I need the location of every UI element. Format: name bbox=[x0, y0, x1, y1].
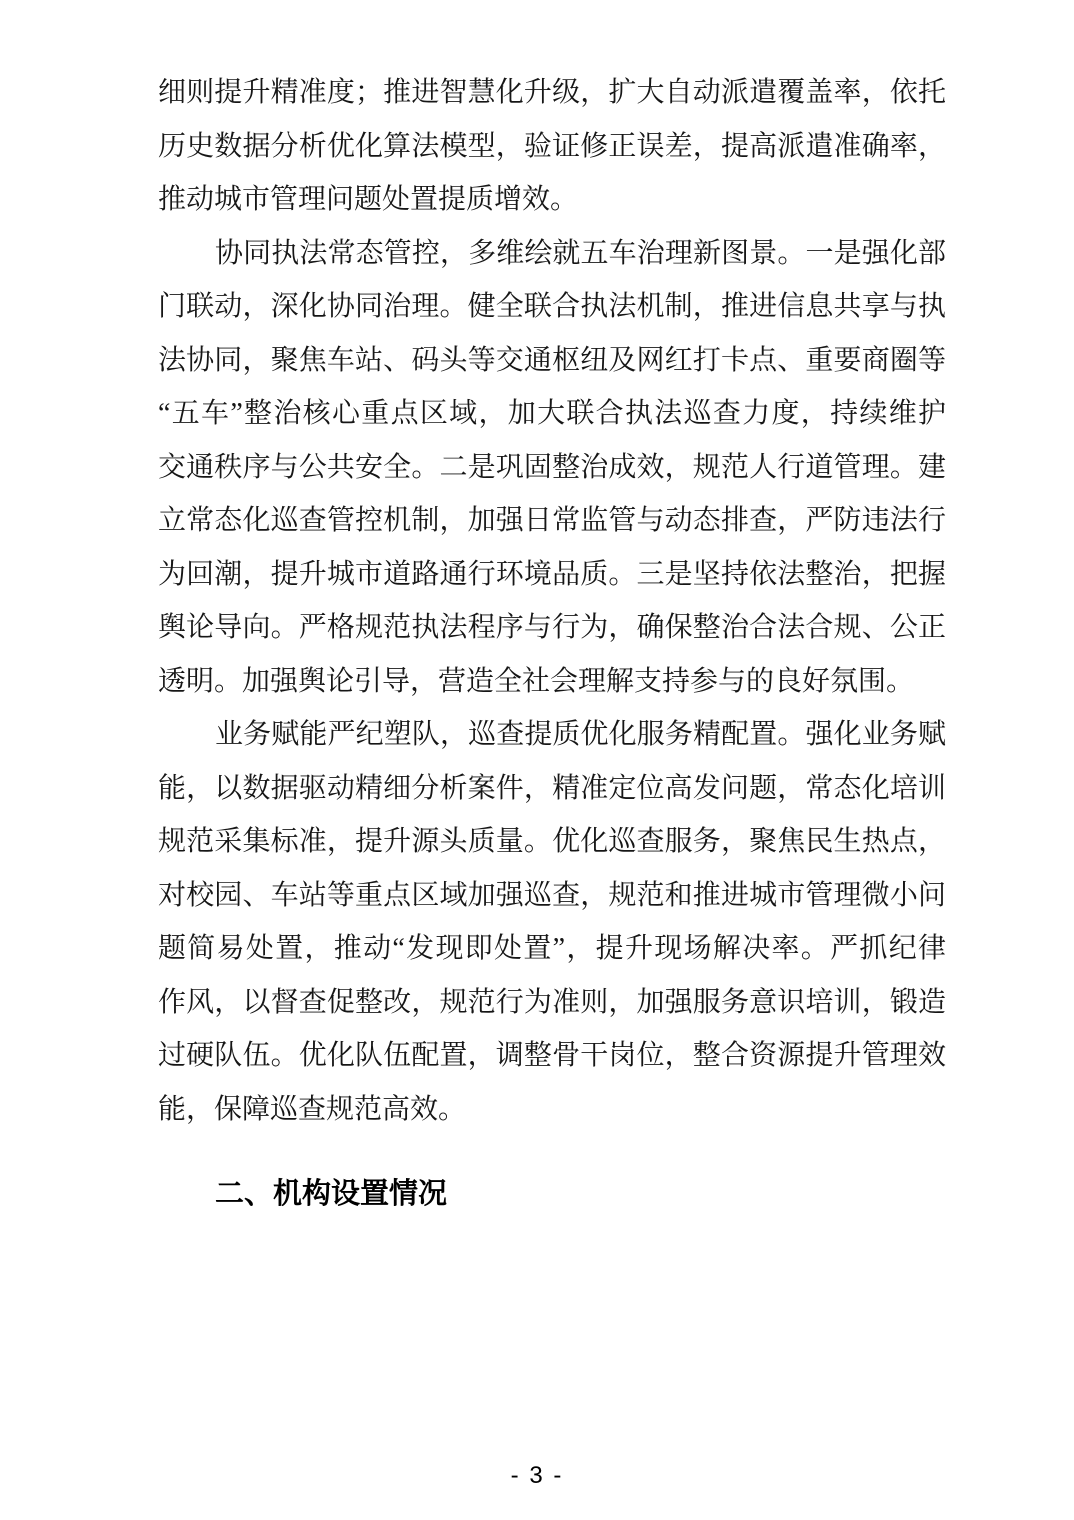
body-line: 细则提升精准度；推进智慧化升级，扩大自动派遣覆盖率，依托 bbox=[158, 77, 946, 108]
body-line: 协同执法常态管控，多维绘就五车治理新图景。一是强化部 bbox=[215, 237, 946, 269]
body-text bbox=[158, 66, 946, 1221]
body-line: 业务赋能严纪塑队，巡查提质优化服务精配置。强化业务赋 bbox=[215, 719, 946, 750]
body-line: 透明。加强舆论引导，营造全社会理解支持参与的良好氛围。 bbox=[158, 665, 915, 697]
body-line: 舆论导向。严格规范执法程序与行为，确保整治合法合规、公正 bbox=[158, 612, 946, 643]
body-line: 能，保障巡查规范高效。 bbox=[158, 1093, 467, 1125]
section-heading: 二、机构设置情况 bbox=[215, 1178, 448, 1210]
body-line: 交通秩序与公共安全。二是巩固整治成效，规范人行道管理。建 bbox=[158, 451, 946, 483]
body-line: 对校园、车站等重点区域加强巡查，规范和推进城市管理微小问 bbox=[158, 879, 946, 911]
body-line: 法协同，聚焦车站、码头等交通枢纽及网红打卡点、重要商圈等 bbox=[158, 344, 946, 376]
body-line: 过硬队伍。优化队伍配置，调整骨干岗位，整合资源提升管理效 bbox=[158, 1040, 946, 1071]
body-line: 门联动，深化协同治理。健全联合执法机制，推进信息共享与执 bbox=[158, 291, 946, 322]
body-line: 能，以数据驱动精细分析案件，精准定位高发问题，常态化培训 bbox=[158, 772, 946, 804]
body-line: 推动城市管理问题处置提质增效。 bbox=[158, 184, 579, 215]
body-line: 立常态化巡查管控机制，加强日常监管与动态排查，严防违法行 bbox=[158, 505, 946, 536]
page-number: - 3 - bbox=[510, 1462, 564, 1489]
body-line: 题简易处置，推动“发现即处置”，提升现场解决率。严抓纪律 bbox=[158, 933, 946, 964]
body-line: 历史数据分析优化算法模型，验证修正误差，提高派遣准确率， bbox=[158, 130, 946, 162]
body-line: 规范采集标准，提升源头质量。优化巡查服务，聚焦民生热点， bbox=[158, 826, 946, 857]
body-line: 作风，以督查促整改，规范行为准则，加强服务意识培训，锻造 bbox=[158, 986, 946, 1018]
body-line: 为回潮，提升城市道路通行环境品质。三是坚持依法整治，把握 bbox=[158, 558, 946, 590]
body-line: “五车”整治核心重点区域，加大联合执法巡查力度，持续维护 bbox=[158, 398, 946, 429]
